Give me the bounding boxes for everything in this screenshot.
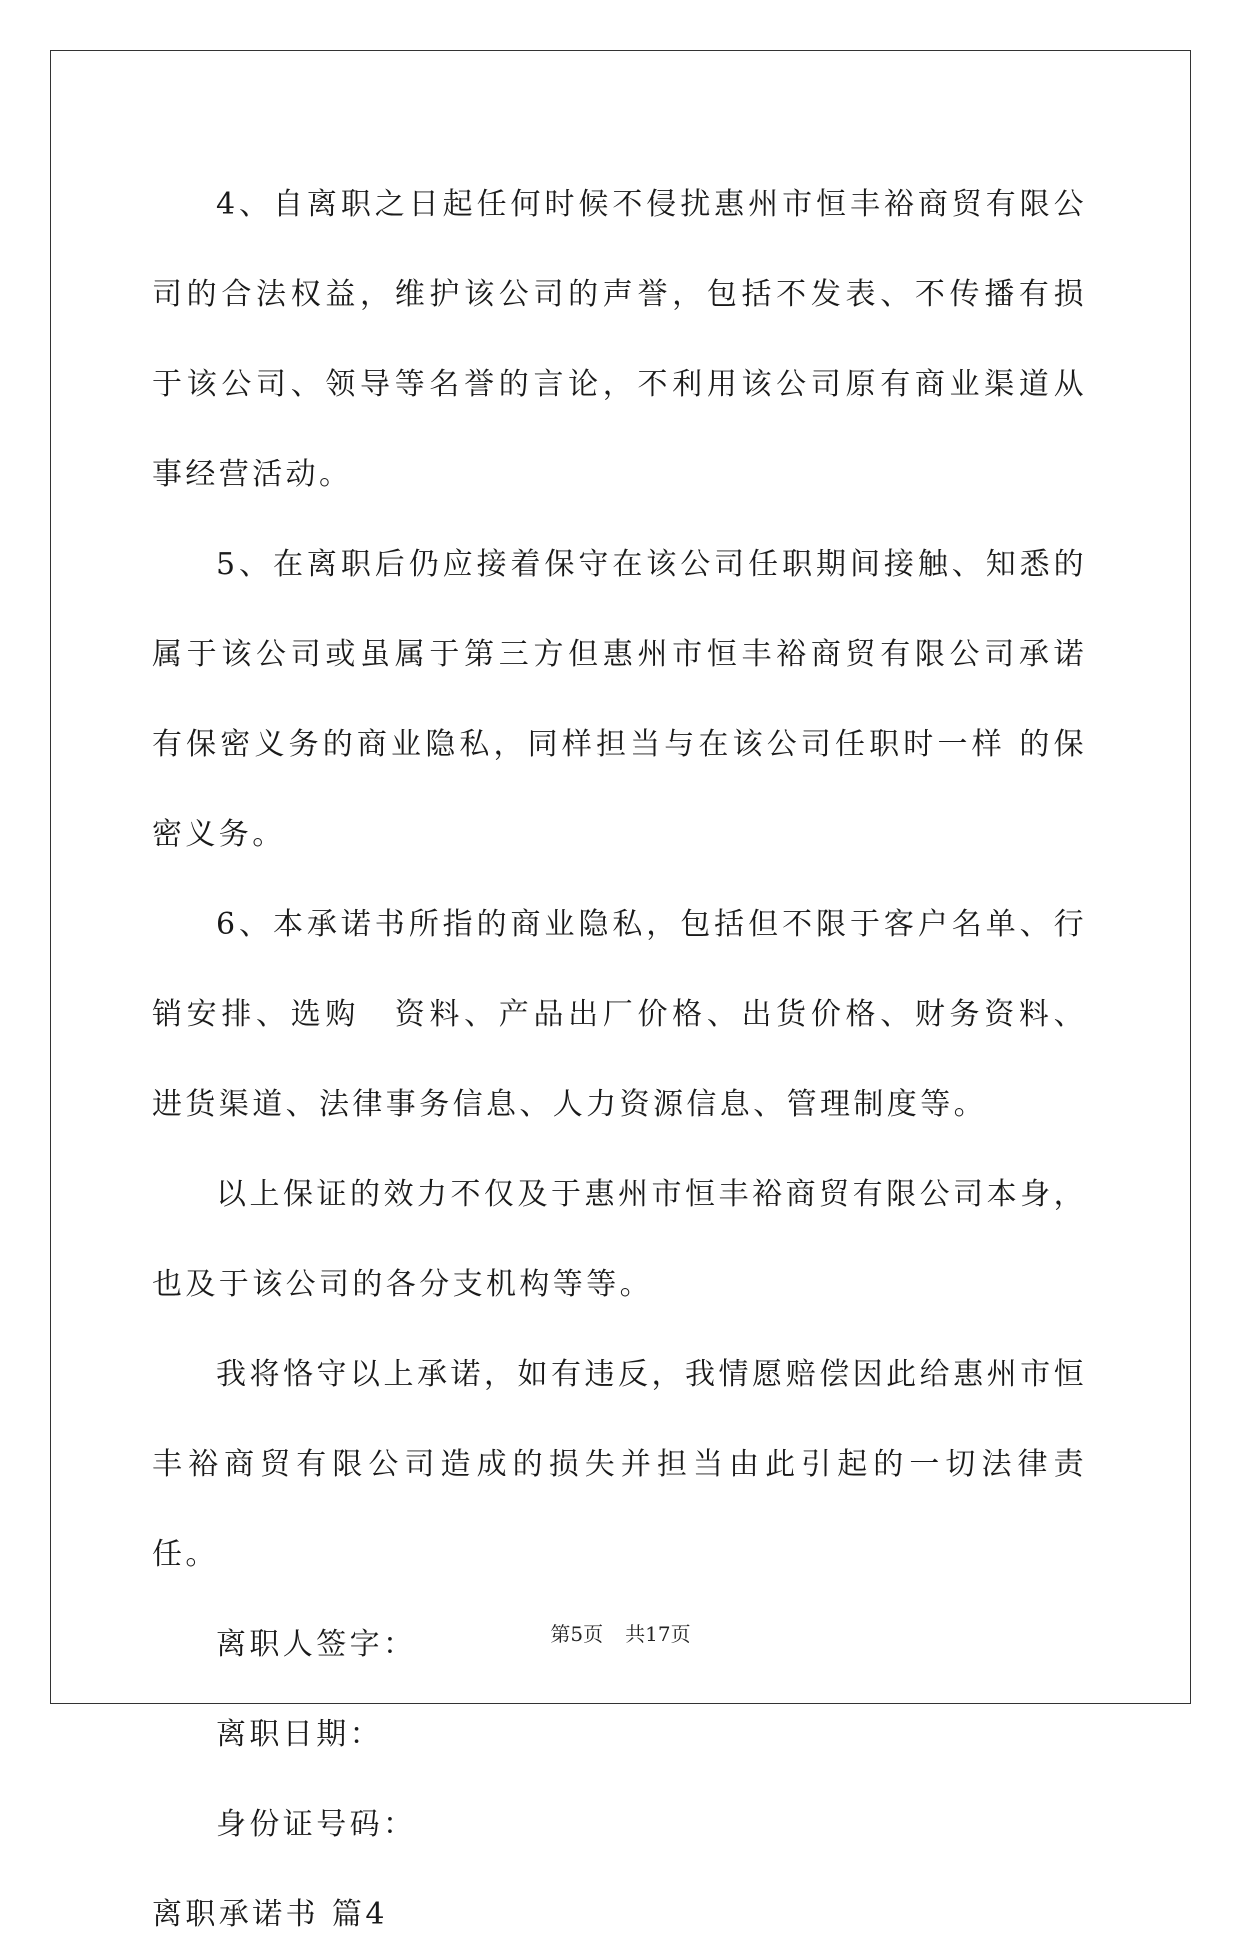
paragraph-clause-6: 6、本承诺书所指的商业隐私，包括但不限于客户名单、行销安排、选购 资料、产品出厂价格、出货价格、财务资料、进货渠道、法律事务信息、人力资源信息、管理制度等。 xyxy=(152,907,1087,1122)
page-footer xyxy=(0,1618,1241,1647)
paragraph-clause-4: 4、自离职之日起任何时候不侵扰惠州市恒丰裕商贸有限公司的合法权益，维护该公司的声誉，包括不发表、不传播有损于该公司、领导等名誉的言论，不利用该公司原有商业渠道从事经营活动。 xyxy=(152,187,1087,492)
document-body xyxy=(152,160,1087,1960)
date-label: 离职日期： xyxy=(216,1717,383,1752)
paragraph-clause-5: 5、在离职后仍应接着保守在该公司任职期间接触、知悉的属于该公司或虽属于第三方但惠州市恒丰裕商贸有限公司承诺有保密义务的商业隐私，同样担当与在该公司任职时一样 的保密义务。 xyxy=(152,547,1087,852)
signature-label: 离职人签字： xyxy=(216,1627,417,1662)
total-pages: 共17页 xyxy=(625,1622,691,1646)
id-number-label: 身份证号码： xyxy=(216,1807,417,1842)
section-heading: 离职承诺书 篇4 xyxy=(152,1897,388,1932)
paragraph-scope: 以上保证的效力不仅及于惠州市恒丰裕商贸有限公司本身，也及于该公司的各分支机构等等。 xyxy=(152,1177,1087,1302)
paragraph-pledge: 我将恪守以上承诺，如有违反，我情愿赔偿因此给惠州市恒丰裕商贸有限公司造成的损失并担当由此引起的一切法律责任。 xyxy=(152,1357,1087,1572)
page-number: 第5页 xyxy=(550,1622,604,1646)
